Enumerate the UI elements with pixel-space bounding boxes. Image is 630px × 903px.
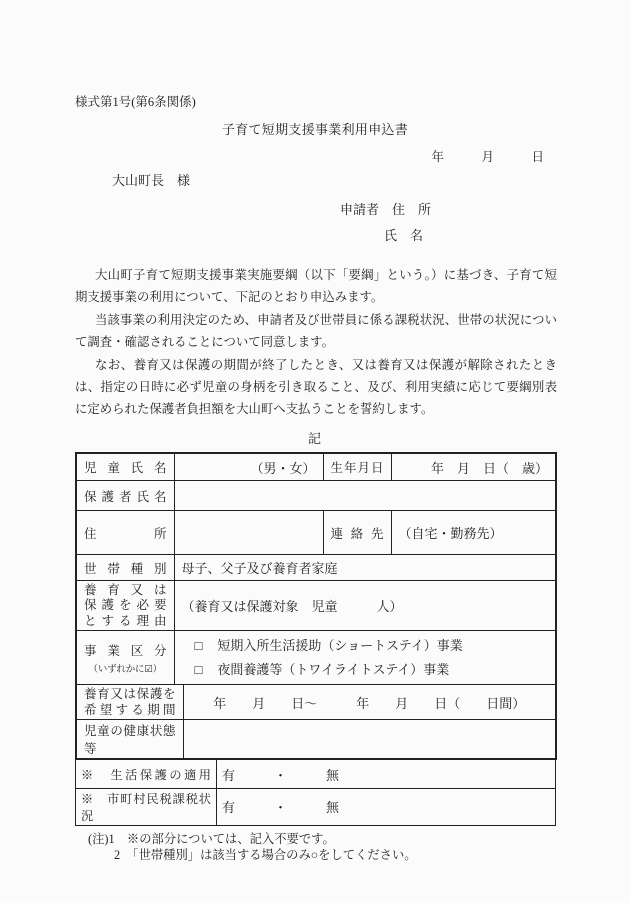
shortstay-checkbox-icon[interactable]: □ bbox=[194, 637, 203, 653]
address-label: 住所 bbox=[76, 511, 174, 555]
address-row bbox=[76, 511, 556, 555]
note-line-1: (注)1 ※の部分については、記入不要です。 bbox=[88, 831, 335, 846]
birthdate-label: 生年月日 bbox=[323, 453, 391, 481]
municipal-tax-row bbox=[76, 788, 556, 825]
household-type-label: 世帯種別 bbox=[76, 555, 174, 581]
shortstay-option-label: 短期入所生活援助（ショートステイ）事業 bbox=[217, 637, 463, 653]
applicant-address-label: 申請者 住 所 bbox=[340, 202, 432, 217]
welfare-value: 有 ・ 無 bbox=[217, 760, 556, 788]
gender-note: （男・女） bbox=[250, 460, 316, 476]
child-name-row bbox=[76, 453, 556, 481]
footer-notes bbox=[0, 831, 630, 864]
application-table bbox=[75, 452, 557, 761]
reason-field bbox=[174, 581, 556, 631]
guardian-name-row bbox=[76, 481, 556, 511]
body-paragraph-1: 大山町子育て短期支援事業実施要綱（以下「要綱」という。）に基づき、子育て短期支援事業の利用について、下記のとおり申込みます。 bbox=[75, 268, 557, 305]
option-shortstay bbox=[182, 634, 549, 658]
household-type-row bbox=[76, 555, 556, 581]
welfare-row bbox=[76, 760, 556, 788]
guardian-name-field bbox=[174, 481, 556, 511]
household-type-value: 母子、父子及び養育者家庭 bbox=[174, 555, 556, 581]
category-check-instruction: （いずれかに☑） bbox=[88, 664, 162, 675]
body-paragraph-2: 当該事業の利用決定のため、申請者及び世帯員に係る課税状況、世帯の状況について調査・確認されることについて同意します。 bbox=[75, 312, 557, 350]
period-label: 養育又は保護を 希望する期間 bbox=[76, 685, 183, 720]
contact-field bbox=[391, 511, 556, 555]
twilight-checkbox-icon[interactable]: □ bbox=[194, 661, 203, 677]
document-title: 子育て短期支援事業利用申込書 bbox=[221, 122, 409, 137]
child-name-label: 児童氏名 bbox=[76, 453, 174, 481]
period-field: 年 月 日～ 年 月 日（ 日間） bbox=[183, 685, 556, 720]
note-line-2: 2 「世帯種別」は該当する場合のみ○をしてください。 bbox=[114, 848, 417, 863]
contact-location-note: （自宅・勤務先） bbox=[398, 526, 503, 542]
birthdate-field: 年 月 日（ 歳） bbox=[391, 453, 556, 481]
category-row bbox=[76, 631, 556, 685]
category-label: 事業区分 （いずれかに☑） bbox=[76, 631, 174, 685]
municipal-tax-value: 有 ・ 無 bbox=[217, 788, 556, 825]
body-paragraph-3: なお、養育又は保護の期間が終了したとき、又は養育又は保護が解除されたときは、指定の日時に必ず児童の身柄を引き取ること、及び、利用実績に応じて要綱別表に定められた保護者負担額を大山町へ支払うことを誓約します。 bbox=[75, 357, 557, 417]
form-number: 様式第1号(第6条関係) bbox=[75, 95, 196, 109]
health-row bbox=[76, 720, 556, 760]
reason-target-note: （養育又は保護対象 児童 人） bbox=[181, 599, 403, 615]
reason-row bbox=[76, 581, 556, 631]
address-field bbox=[174, 511, 323, 555]
applicant-name-label: 氏 名 bbox=[384, 228, 424, 243]
date-line: 年 月 日 bbox=[431, 150, 544, 164]
child-name-field bbox=[174, 453, 323, 481]
health-field bbox=[183, 720, 556, 760]
admin-use-table bbox=[75, 760, 556, 826]
body-text bbox=[75, 264, 557, 421]
health-label: 児童の健康状態等 bbox=[76, 720, 183, 760]
twilight-option-label: 夜間養護等（トワイライトステイ）事業 bbox=[217, 661, 450, 677]
ki-heading: 記 bbox=[307, 430, 322, 446]
addressee: 大山町長 様 bbox=[112, 173, 191, 188]
reason-label: 養育又は 保護を必要 とする理由 bbox=[76, 581, 174, 631]
category-options bbox=[174, 631, 556, 685]
guardian-name-label: 保護者氏名 bbox=[76, 481, 174, 511]
period-row bbox=[76, 685, 556, 720]
option-twilight bbox=[182, 658, 549, 682]
contact-label: 連絡先 bbox=[323, 511, 391, 555]
welfare-label: ※ 生活保護の適用 bbox=[76, 760, 217, 788]
municipal-tax-label: ※ 市町村民税課税状況 bbox=[76, 788, 217, 825]
